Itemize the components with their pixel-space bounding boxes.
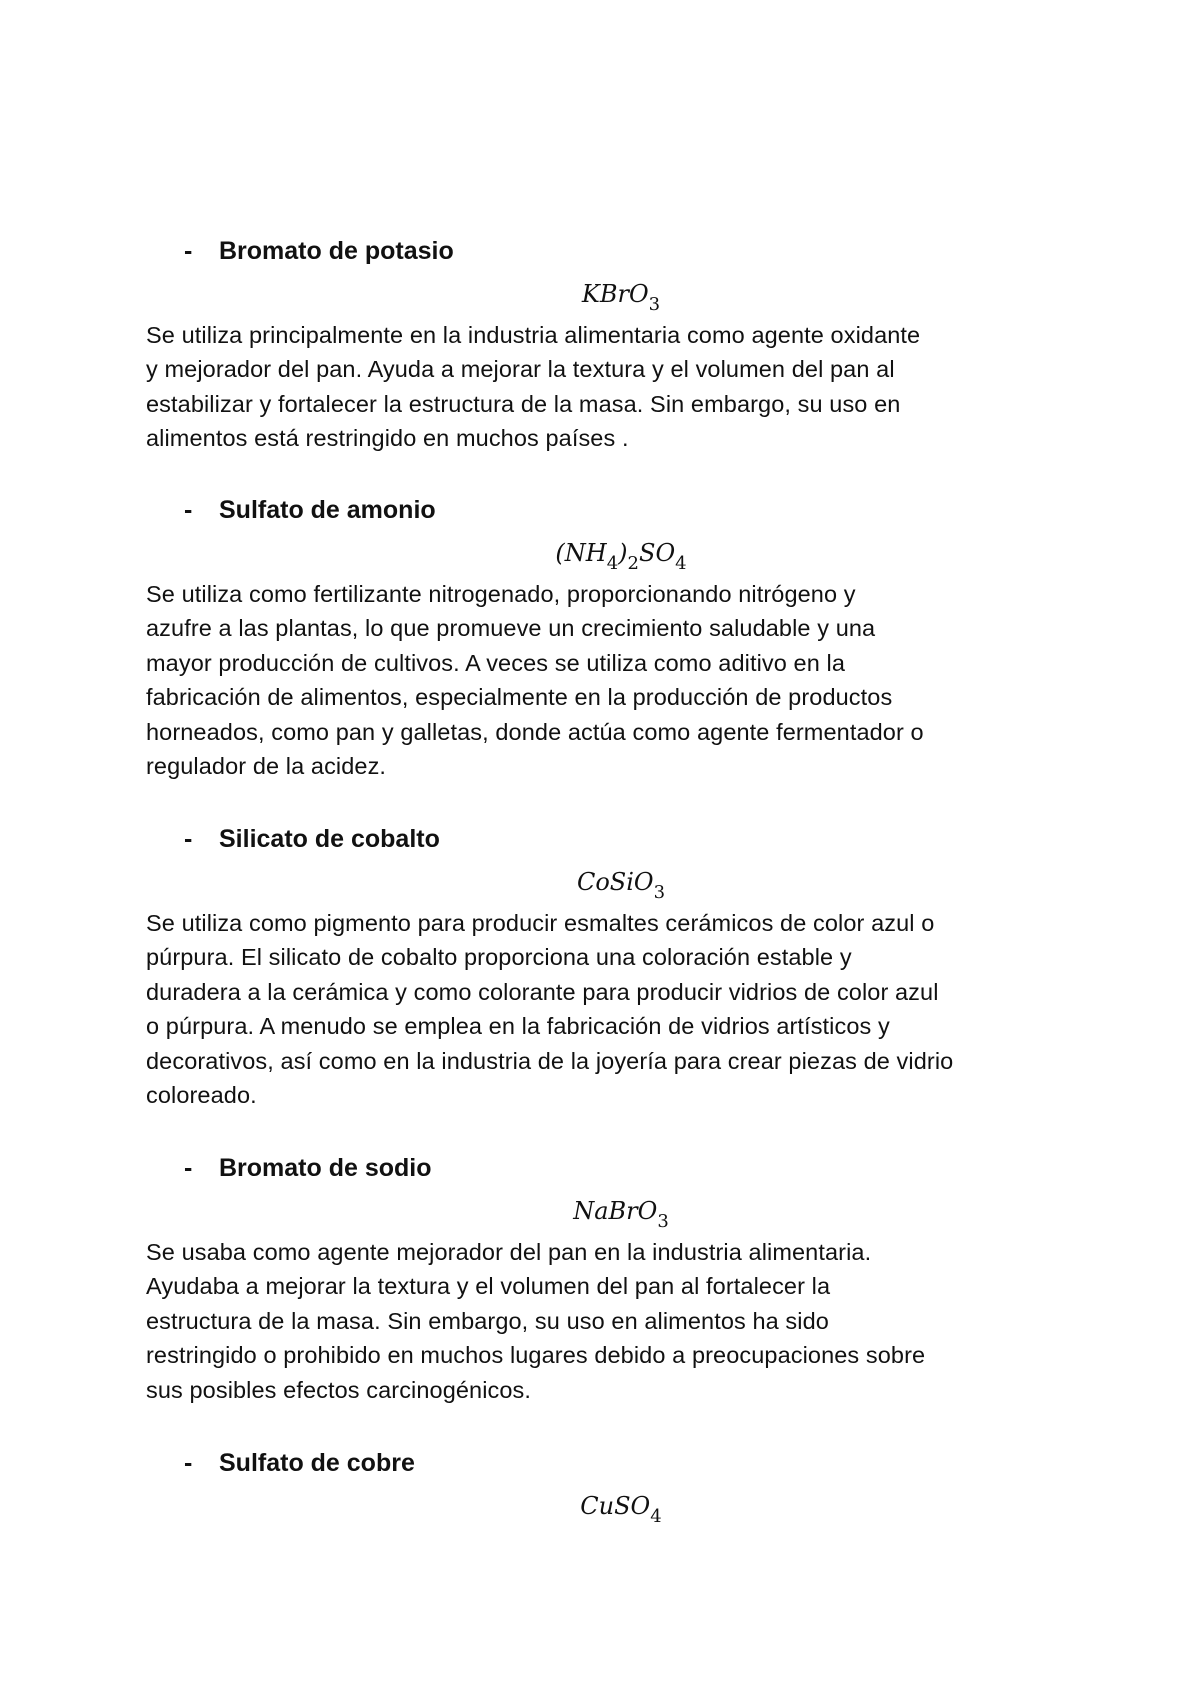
text-line: restringido o prohibido en muchos lugares debido a preocupaciones sobre: [146, 1342, 926, 1369]
chemical-formula: [176, 276, 1066, 315]
section-heading: [146, 1151, 1066, 1185]
formula-symbol: (NH: [555, 539, 607, 567]
section-sulfato-de-cobre: [146, 1446, 1066, 1527]
formula-subscript: 3: [648, 294, 661, 315]
text-line: Se usaba como agente mejorador del pan en la industria alimentaria.: [146, 1239, 872, 1265]
section-silicato-de-cobalto: [146, 822, 1066, 1112]
text-line: o púrpura. A menudo se emplea en la fabricación de vidrios artísticos y: [146, 1013, 890, 1040]
section-title: Sulfato de cobre: [219, 1449, 415, 1477]
section-heading: [146, 1446, 1066, 1480]
text-line: sus posibles efectos carcinogénicos.: [146, 1376, 532, 1403]
section-title: Sulfato de amonio: [219, 496, 436, 524]
section-description: [146, 318, 1066, 456]
section-bromato-de-potasio: [146, 234, 1066, 456]
text-line: estructura de la masa. Sin embargo, su uso en alimentos ha sido: [146, 1307, 829, 1334]
bullet-dash: -: [184, 496, 193, 524]
formula-symbol: ): [618, 539, 628, 567]
formula-subscript: 4: [650, 1506, 662, 1527]
formula-subscript: 3: [657, 1211, 669, 1232]
text-line: decorativos, así como en la industria de la joyería para crear piezas de vidrio: [146, 1047, 954, 1074]
section-description: [146, 906, 1066, 1112]
section-heading: [146, 234, 1066, 268]
chemical-formula: [176, 1193, 1066, 1232]
section-description: [146, 1235, 1066, 1407]
formula-symbol: CoSiO: [576, 868, 654, 896]
formula-subscript: 4: [606, 553, 619, 574]
text-line: y mejorador del pan. Ayuda a mejorar la textura y el volumen del pan al: [146, 356, 895, 383]
text-line: estabilizar y fortalecer la estructura de la masa. Sin embargo, su uso en: [146, 390, 901, 417]
section-title: Bromato de sodio: [219, 1154, 432, 1182]
formula-subscript: 4: [675, 553, 687, 574]
bullet-dash: -: [184, 1154, 193, 1182]
text-line: Se utiliza principalmente en la industria alimentaria como agente oxidante: [146, 322, 921, 348]
text-line: coloreado.: [146, 1082, 257, 1109]
text-line: púrpura. El silicato de cobalto proporciona una coloración estable y: [146, 944, 852, 971]
section-bromato-de-sodio: [146, 1151, 1066, 1407]
text-line: Se utiliza como pigmento para producir esmaltes cerámicos de color azul o: [146, 910, 935, 936]
formula-subscript: 3: [653, 882, 666, 903]
section-title: Bromato de potasio: [219, 237, 454, 265]
text-line: Ayudaba a mejorar la textura y el volumen del pan al fortalecer la: [146, 1273, 831, 1300]
text-line: alimentos está restringido en muchos países .: [146, 425, 629, 452]
text-line: Se utiliza como fertilizante nitrogenado, proporcionando nitrógeno y: [146, 581, 856, 607]
text-line: azufre a las plantas, lo que promueve un crecimiento saludable y una: [146, 615, 876, 642]
text-line: regulador de la acidez.: [146, 753, 387, 780]
formula-symbol: SO: [639, 539, 676, 567]
section-sulfato-de-amonio: [146, 493, 1066, 783]
section-heading: [146, 493, 1066, 527]
text-line: mayor producción de cultivos. A veces se utiliza como aditivo en la: [146, 649, 845, 676]
bullet-dash: -: [184, 1449, 193, 1477]
chemical-formula: [176, 535, 1066, 574]
text-line: fabricación de alimentos, especialmente en la producción de productos: [146, 684, 893, 711]
section-title: Silicato de cobalto: [219, 825, 440, 853]
chemical-formula: [176, 864, 1066, 903]
text-line: horneados, como pan y galletas, donde actúa como agente fermentador o: [146, 718, 924, 745]
bullet-dash: -: [184, 237, 193, 265]
formula-subscript: 2: [627, 553, 639, 574]
section-description: [146, 577, 1066, 783]
formula-symbol: KBrO: [581, 280, 649, 308]
chemical-formula: [176, 1488, 1066, 1527]
formula-symbol: CuSO: [580, 1492, 651, 1520]
formula-symbol: NaBrO: [573, 1197, 658, 1225]
text-line: duradera a la cerámica y como colorante para producir vidrios de color azul: [146, 978, 939, 1005]
section-heading: [146, 822, 1066, 856]
bullet-dash: -: [184, 825, 193, 853]
